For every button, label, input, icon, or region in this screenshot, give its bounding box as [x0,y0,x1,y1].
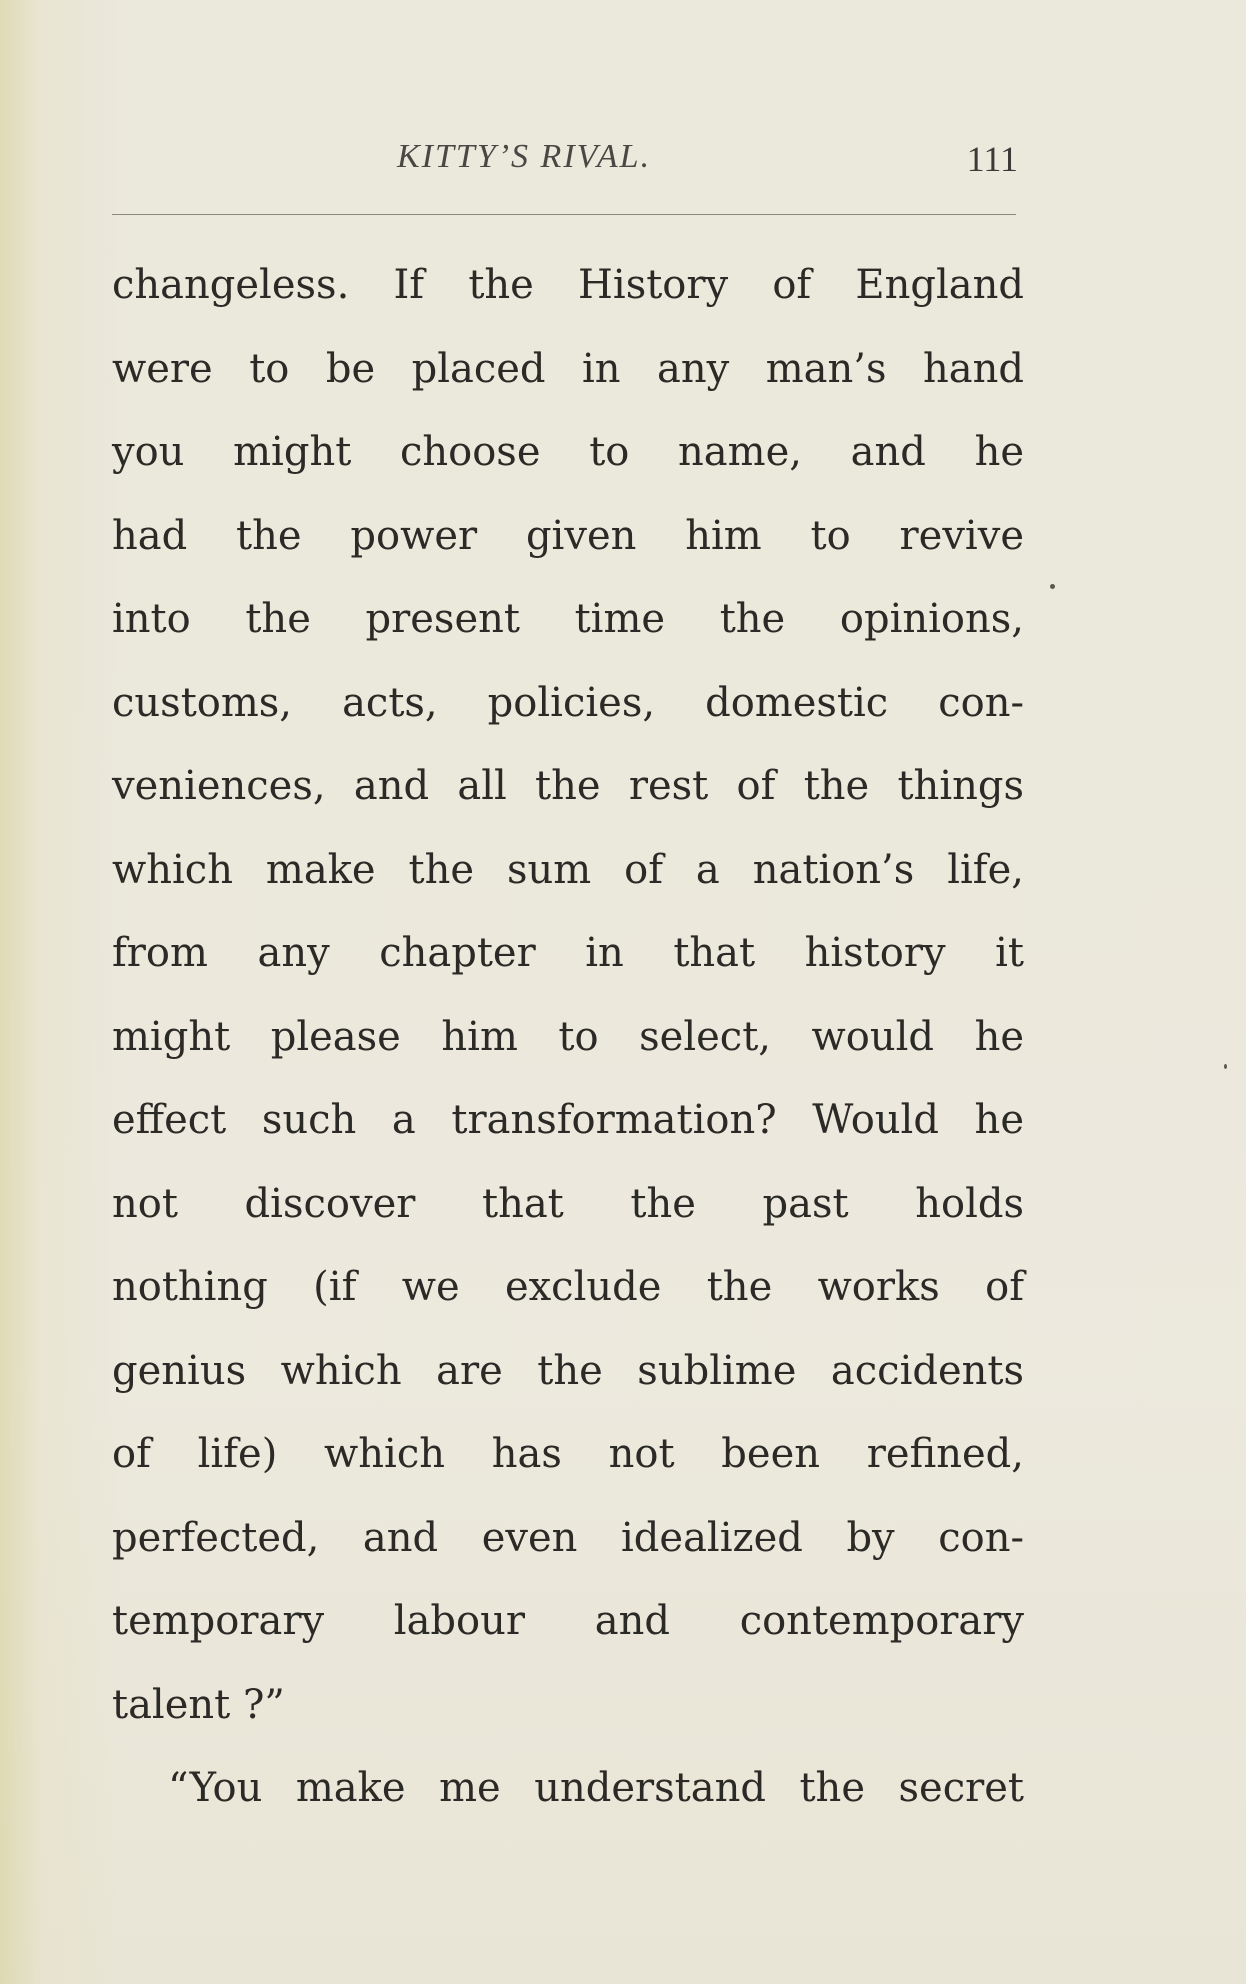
running-head [112,130,1022,190]
text-line: which make the sum of a nation’s life, [112,846,1024,893]
text-line: effect such a transformation? Would he [112,1097,1024,1143]
text-line: nothing (if we exclude the works of [112,1264,1024,1310]
text-line: veniences, and all the rest of the things [112,763,1024,809]
text-line-paragraph-start: “You make me understand the secret [168,1765,1024,1811]
text-line: you might choose to name, and he [112,429,1024,475]
running-head-title: KITTY’S RIVAL. [397,138,652,175]
text-line: of life) which has not been refined, [112,1431,1024,1477]
header-rule [112,214,1016,215]
text-line: changeless. If the History of England [112,262,1024,308]
text-line: into the present time the opinions, [112,596,1024,642]
text-line-paragraph-end: talent ?” [112,1681,285,1728]
text-line: from any chapter in that history it [112,930,1024,976]
text-line: temporary labour and contemporary [112,1598,1024,1644]
print-speck [1050,584,1055,589]
text-line: genius which are the sublime accidents [112,1347,1024,1394]
print-speck [1224,1064,1227,1069]
text-line: customs, acts, policies, domestic con- [112,679,1024,726]
text-line: not discover that the past holds [112,1180,1024,1227]
text-line: might please him to select, would he [112,1013,1024,1060]
page-number: 111 [966,139,1018,179]
body-text [112,244,1024,1831]
text-line: perfected, and even idealized by con- [112,1514,1024,1561]
text-line: were to be placed in any man’s hand [112,345,1024,392]
text-line: had the power given him to revive [112,512,1024,559]
